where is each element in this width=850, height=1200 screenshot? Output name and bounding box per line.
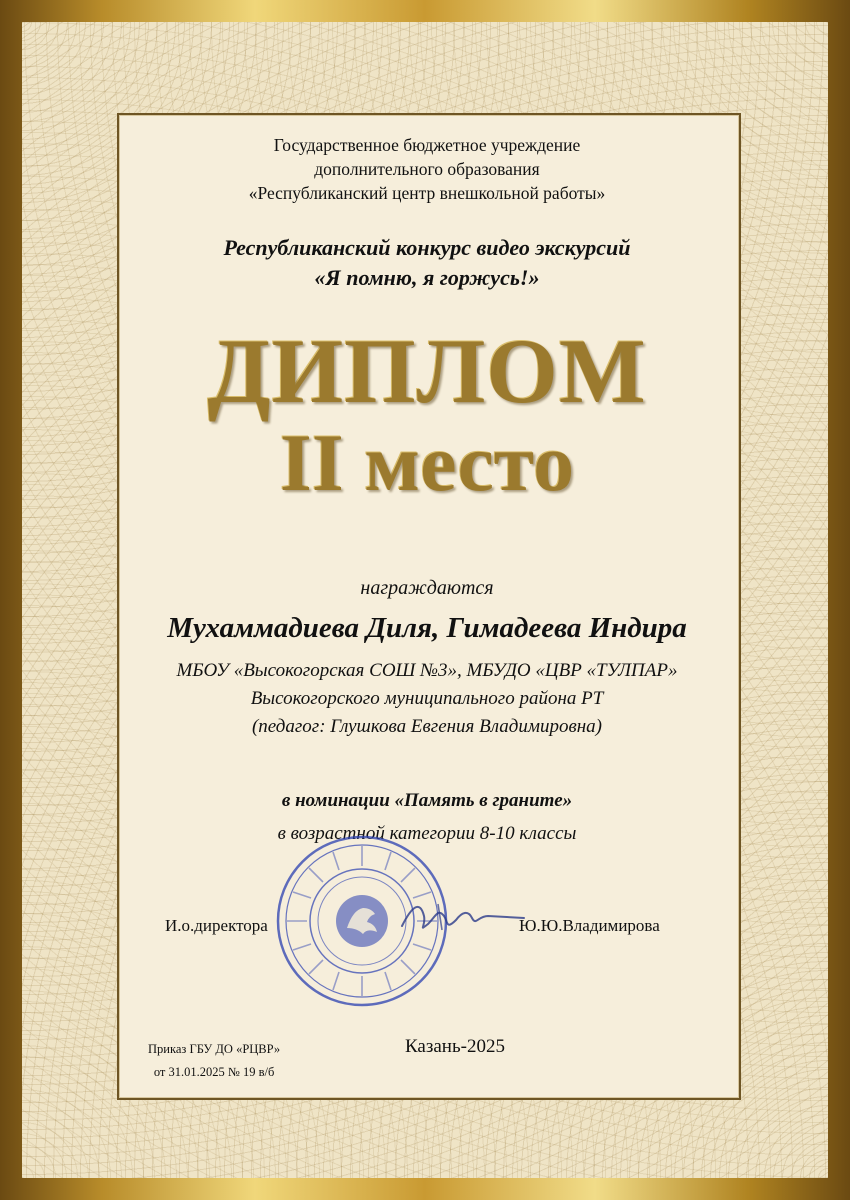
awardee-names: Мухаммадиева Диля, Гимадеева Индира [167,612,687,644]
nomination: в номинации «Память в граните» [281,790,573,811]
organization-line-3: «Республиканский центр внешкольной работы» [248,183,606,203]
organization-header [117,133,737,205]
order-line-2: от 31.01.2025 № 19 в/б [153,1065,275,1079]
contest-line-1: Республиканский конкурс видео экскурсий [223,235,631,260]
diploma-heading: ДИПЛОМ [207,320,647,422]
signature-icon [398,886,528,946]
contest-line-2: «Я помню, я горжусь!» [314,265,540,290]
signer-name: Ю.Ю.Владимирова [519,916,660,935]
organization-line-1: Государственное бюджетное учреждение [273,135,581,155]
city-year: Казань-2025 [405,1036,505,1057]
school-line-2: Высокогорского муниципального района РТ [250,688,604,709]
signer-position: И.о.директора [165,916,268,935]
contest-title [117,233,737,293]
organization-line-2: дополнительного образования [314,159,540,179]
age-category: в возрастной категории 8-10 классы [277,823,577,844]
order-reference [148,1038,280,1084]
place-heading: II место [279,417,575,508]
order-line-1: Приказ ГБУ ДО «РЦВР» [148,1042,281,1056]
school-line-3: (педагог: Глушкова Евгения Владимировна) [251,716,602,737]
awarded-label: награждаются [360,577,494,599]
school-info [117,657,737,741]
school-line-1: МБОУ «Высокогорская СОШ №3», МБУДО «ЦВР «ТУЛПАР» [176,660,678,681]
